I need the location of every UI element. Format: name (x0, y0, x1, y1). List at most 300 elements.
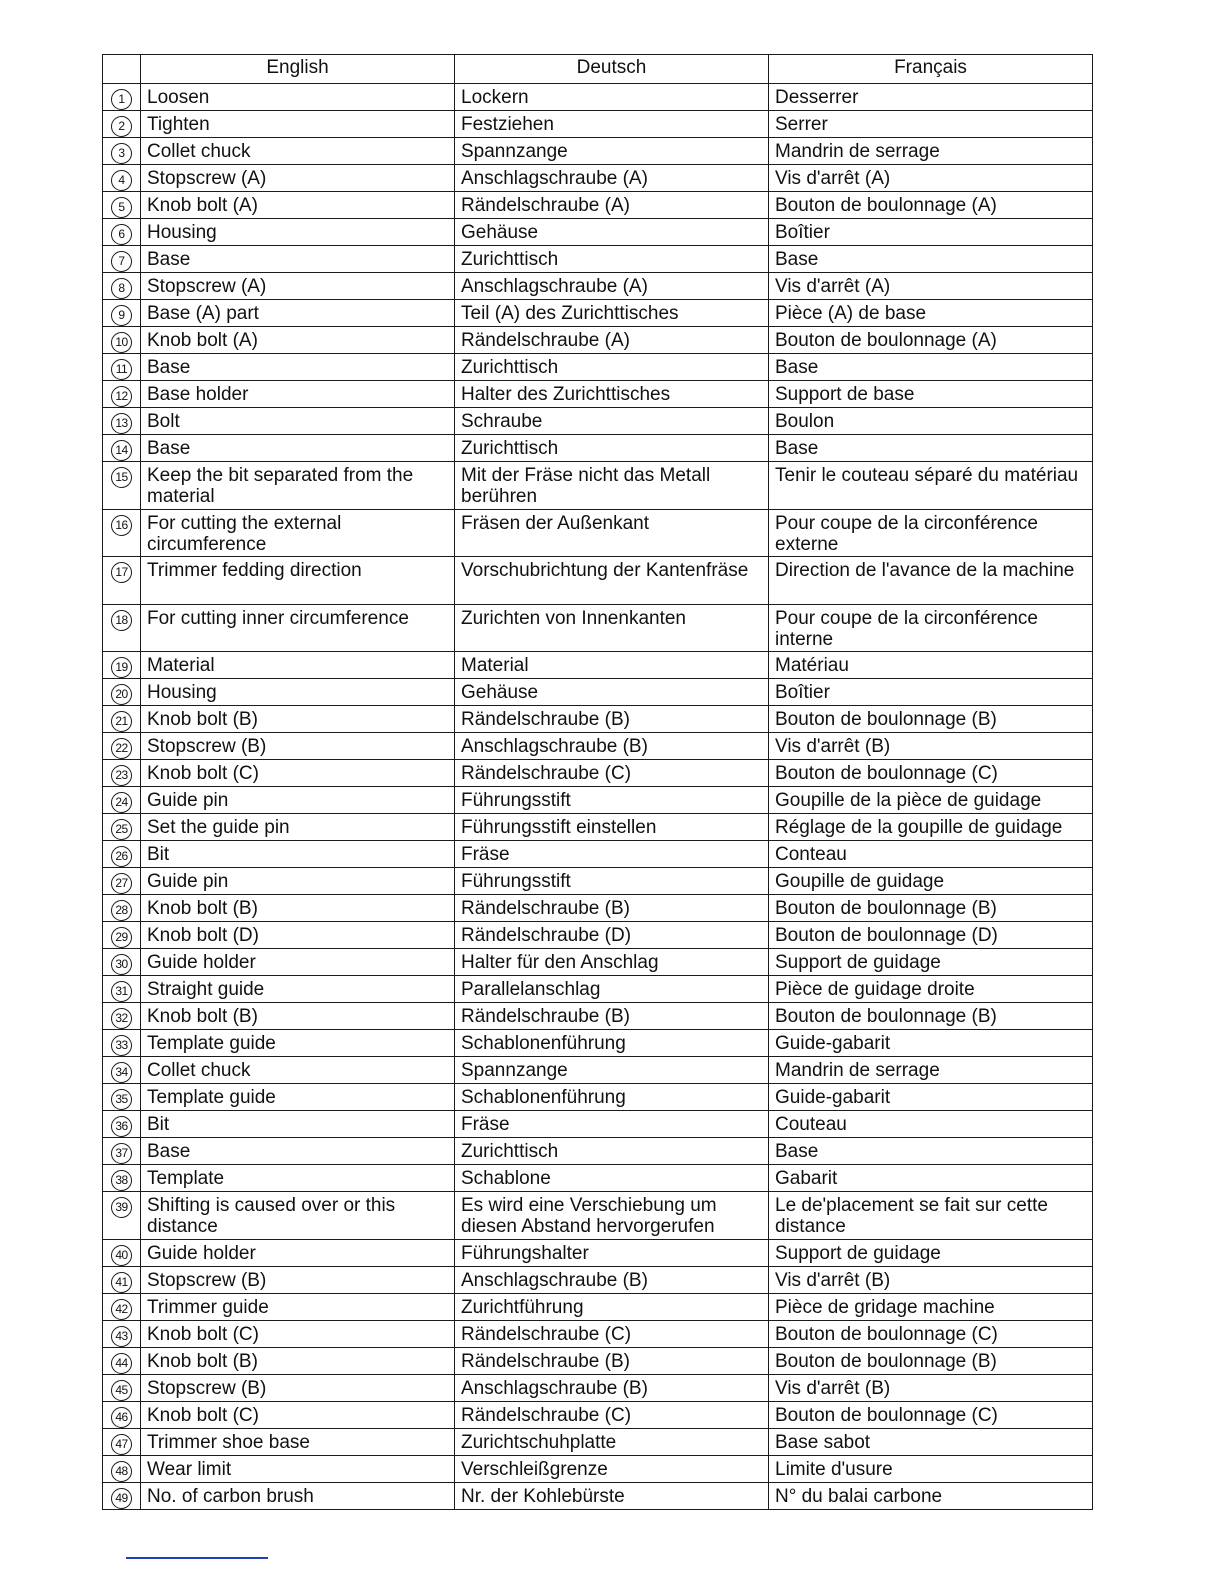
francais-term: Serrer (769, 111, 1093, 138)
english-term: Trimmer shoe base (141, 1428, 455, 1455)
francais-term: Bouton de boulonnage (B) (769, 706, 1093, 733)
item-number: 30 (111, 954, 132, 975)
item-number-cell (103, 841, 141, 868)
english-term: For cutting the external circumference (141, 509, 455, 557)
english-term: Knob bolt (C) (141, 760, 455, 787)
deutsch-term: Es wird eine Verschiebung um diesen Abstand hervorgerufen (455, 1192, 769, 1240)
english-term: Bit (141, 1111, 455, 1138)
francais-term: Pièce de gridage machine (769, 1293, 1093, 1320)
english-term: Knob bolt (B) (141, 1003, 455, 1030)
table-row (103, 1482, 1093, 1509)
english-term: Housing (141, 219, 455, 246)
item-number: 6 (111, 224, 132, 245)
item-number-cell (103, 868, 141, 895)
francais-term: Support de guidage (769, 1239, 1093, 1266)
francais-term: Tenir le couteau séparé du matériau (769, 462, 1093, 510)
deutsch-term: Rändelschraube (C) (455, 760, 769, 787)
francais-term: Mandrin de serrage (769, 138, 1093, 165)
table-row (103, 408, 1093, 435)
francais-term: Goupille de la pièce de guidage (769, 787, 1093, 814)
deutsch-term: Verschleißgrenze (455, 1455, 769, 1482)
table-row (103, 841, 1093, 868)
item-number: 18 (111, 610, 132, 631)
francais-term: Direction de l'avance de la machine (769, 557, 1093, 605)
deutsch-term: Führungsstift (455, 787, 769, 814)
item-number-cell (103, 787, 141, 814)
item-number-cell (103, 192, 141, 219)
item-number: 14 (111, 440, 132, 461)
english-term: Bit (141, 841, 455, 868)
table-row (103, 509, 1093, 557)
item-number-cell (103, 1057, 141, 1084)
table-row (103, 1293, 1093, 1320)
deutsch-term: Halter für den Anschlag (455, 949, 769, 976)
francais-term: Vis d'arrêt (B) (769, 733, 1093, 760)
item-number: 48 (111, 1461, 132, 1482)
table-row (103, 1455, 1093, 1482)
item-number: 26 (111, 846, 132, 867)
item-number: 4 (111, 170, 132, 191)
english-term: Stopscrew (B) (141, 1374, 455, 1401)
item-number-cell (103, 1374, 141, 1401)
francais-term: Vis d'arrêt (B) (769, 1266, 1093, 1293)
table-row (103, 604, 1093, 652)
item-number-cell (103, 273, 141, 300)
english-term: Material (141, 652, 455, 679)
item-number-cell (103, 1293, 141, 1320)
item-number: 7 (111, 251, 132, 272)
item-number: 43 (111, 1326, 132, 1347)
item-number: 31 (111, 981, 132, 1002)
item-number: 8 (111, 278, 132, 299)
item-number: 38 (111, 1170, 132, 1191)
english-term: Stopscrew (B) (141, 733, 455, 760)
table-row (103, 1111, 1093, 1138)
item-number-cell (103, 246, 141, 273)
english-term: Loosen (141, 84, 455, 111)
header-number (103, 55, 141, 84)
table-row (103, 435, 1093, 462)
english-term: Tighten (141, 111, 455, 138)
francais-term: Guide-gabarit (769, 1084, 1093, 1111)
table-row (103, 381, 1093, 408)
francais-term: Réglage de la goupille de guidage (769, 814, 1093, 841)
english-term: Base (141, 435, 455, 462)
item-number-cell (103, 557, 141, 605)
item-number: 46 (111, 1407, 132, 1428)
item-number: 3 (111, 143, 132, 164)
english-term: Template guide (141, 1030, 455, 1057)
item-number-cell (103, 1320, 141, 1347)
francais-term: Desserrer (769, 84, 1093, 111)
deutsch-term: Nr. der Kohlebürste (455, 1482, 769, 1509)
table-row (103, 1347, 1093, 1374)
deutsch-term: Vorschubrichtung der Kantenfräse (455, 557, 769, 605)
table-row (103, 1374, 1093, 1401)
item-number-cell (103, 604, 141, 652)
deutsch-term: Anschlagschraube (A) (455, 273, 769, 300)
item-number-cell (103, 84, 141, 111)
english-term: Stopscrew (B) (141, 1266, 455, 1293)
table-row (103, 192, 1093, 219)
english-term: Base (141, 246, 455, 273)
item-number-cell (103, 1401, 141, 1428)
item-number-cell (103, 760, 141, 787)
item-number-cell (103, 976, 141, 1003)
table-row (103, 246, 1093, 273)
deutsch-term: Fräse (455, 1111, 769, 1138)
table-row (103, 976, 1093, 1003)
table-row (103, 462, 1093, 510)
english-term: Guide holder (141, 949, 455, 976)
item-number-cell (103, 652, 141, 679)
deutsch-term: Rändelschraube (B) (455, 1347, 769, 1374)
table-row (103, 1030, 1093, 1057)
item-number: 12 (111, 386, 132, 407)
english-term: Housing (141, 679, 455, 706)
deutsch-term: Rändelschraube (B) (455, 706, 769, 733)
item-number: 36 (111, 1116, 132, 1137)
item-number: 11 (111, 359, 132, 380)
header-deutsch: Deutsch (455, 55, 769, 84)
item-number-cell (103, 1455, 141, 1482)
table-row (103, 760, 1093, 787)
item-number-cell (103, 219, 141, 246)
item-number: 33 (111, 1035, 132, 1056)
item-number-cell (103, 408, 141, 435)
item-number-cell (103, 435, 141, 462)
deutsch-term: Anschlagschraube (A) (455, 165, 769, 192)
deutsch-term: Schablonenführung (455, 1030, 769, 1057)
deutsch-term: Gehäuse (455, 219, 769, 246)
item-number: 27 (111, 873, 132, 894)
francais-term: Base (769, 1138, 1093, 1165)
item-number-cell (103, 300, 141, 327)
item-number: 17 (111, 562, 132, 583)
francais-term: Bouton de boulonnage (C) (769, 1320, 1093, 1347)
table-row (103, 1057, 1093, 1084)
francais-term: Bouton de boulonnage (B) (769, 1003, 1093, 1030)
francais-term: Support de base (769, 381, 1093, 408)
english-term: Base (141, 354, 455, 381)
english-term: Knob bolt (A) (141, 327, 455, 354)
deutsch-term: Zurichttisch (455, 246, 769, 273)
english-term: Straight guide (141, 976, 455, 1003)
item-number-cell (103, 509, 141, 557)
table-row (103, 733, 1093, 760)
table-row (103, 1138, 1093, 1165)
francais-term: Bouton de boulonnage (B) (769, 895, 1093, 922)
deutsch-term: Anschlagschraube (B) (455, 1266, 769, 1293)
table-row (103, 84, 1093, 111)
english-term: Collet chuck (141, 138, 455, 165)
item-number-cell (103, 922, 141, 949)
deutsch-term: Halter des Zurichttisches (455, 381, 769, 408)
item-number: 29 (111, 927, 132, 948)
footer-rule (126, 1557, 268, 1559)
table-row (103, 1266, 1093, 1293)
deutsch-term: Rändelschraube (A) (455, 327, 769, 354)
deutsch-term: Rändelschraube (B) (455, 1003, 769, 1030)
item-number-cell (103, 895, 141, 922)
item-number: 25 (111, 819, 132, 840)
deutsch-term: Schablonenführung (455, 1084, 769, 1111)
deutsch-term: Zurichttisch (455, 435, 769, 462)
francais-term: Base (769, 246, 1093, 273)
francais-term: Couteau (769, 1111, 1093, 1138)
item-number-cell (103, 111, 141, 138)
item-number-cell (103, 1239, 141, 1266)
table-row (103, 868, 1093, 895)
english-term: Knob bolt (B) (141, 895, 455, 922)
parts-glossary-table (102, 54, 1093, 1510)
english-term: Guide pin (141, 787, 455, 814)
item-number-cell (103, 1003, 141, 1030)
francais-term: Bouton de boulonnage (A) (769, 327, 1093, 354)
english-term: Template (141, 1165, 455, 1192)
item-number: 41 (111, 1272, 132, 1293)
item-number-cell (103, 1482, 141, 1509)
table-row (103, 1401, 1093, 1428)
item-number: 10 (111, 332, 132, 353)
item-number: 1 (111, 89, 132, 110)
francais-term: Base (769, 354, 1093, 381)
deutsch-term: Schraube (455, 408, 769, 435)
francais-term: Goupille de guidage (769, 868, 1093, 895)
table-row (103, 354, 1093, 381)
item-number-cell (103, 679, 141, 706)
item-number: 24 (111, 792, 132, 813)
english-term: Trimmer guide (141, 1293, 455, 1320)
table-row (103, 1428, 1093, 1455)
francais-term: Pièce de guidage droite (769, 976, 1093, 1003)
english-term: Trimmer fedding direction (141, 557, 455, 605)
table-row (103, 111, 1093, 138)
table-row (103, 1192, 1093, 1240)
table-row (103, 949, 1093, 976)
francais-term: Le de'placement se fait sur cette distance (769, 1192, 1093, 1240)
deutsch-term: Material (455, 652, 769, 679)
deutsch-term: Führungshalter (455, 1239, 769, 1266)
deutsch-term: Gehäuse (455, 679, 769, 706)
item-number: 32 (111, 1008, 132, 1029)
item-number-cell (103, 1030, 141, 1057)
item-number-cell (103, 138, 141, 165)
glossary-body (103, 84, 1093, 1510)
francais-term: Base sabot (769, 1428, 1093, 1455)
english-term: Knob bolt (C) (141, 1401, 455, 1428)
item-number-cell (103, 354, 141, 381)
item-number: 5 (111, 197, 132, 218)
english-term: Knob bolt (A) (141, 192, 455, 219)
item-number: 15 (111, 467, 132, 488)
deutsch-term: Führungsstift (455, 868, 769, 895)
english-term: Guide pin (141, 868, 455, 895)
item-number: 23 (111, 765, 132, 786)
item-number: 20 (111, 684, 132, 705)
item-number-cell (103, 1111, 141, 1138)
table-row (103, 557, 1093, 605)
item-number-cell (103, 1084, 141, 1111)
deutsch-term: Fräsen der Außenkant (455, 509, 769, 557)
item-number-cell (103, 1347, 141, 1374)
table-row (103, 1003, 1093, 1030)
english-term: Collet chuck (141, 1057, 455, 1084)
francais-term: Gabarit (769, 1165, 1093, 1192)
item-number-cell (103, 949, 141, 976)
item-number-cell (103, 381, 141, 408)
table-row (103, 895, 1093, 922)
deutsch-term: Rändelschraube (C) (455, 1320, 769, 1347)
francais-term: Vis d'arrêt (A) (769, 273, 1093, 300)
english-term: Base (141, 1138, 455, 1165)
english-term: Template guide (141, 1084, 455, 1111)
item-number: 44 (111, 1353, 132, 1374)
item-number: 42 (111, 1299, 132, 1320)
english-term: Knob bolt (D) (141, 922, 455, 949)
item-number: 2 (111, 116, 132, 137)
item-number-cell (103, 1266, 141, 1293)
table-row (103, 814, 1093, 841)
item-number-cell (103, 733, 141, 760)
deutsch-term: Schablone (455, 1165, 769, 1192)
item-number-cell (103, 1138, 141, 1165)
english-term: Stopscrew (A) (141, 273, 455, 300)
deutsch-term: Führungsstift einstellen (455, 814, 769, 841)
deutsch-term: Spannzange (455, 1057, 769, 1084)
deutsch-term: Rändelschraube (C) (455, 1401, 769, 1428)
table-row (103, 652, 1093, 679)
item-number-cell (103, 165, 141, 192)
francais-term: Pour coupe de la circonférence externe (769, 509, 1093, 557)
table-row (103, 165, 1093, 192)
deutsch-term: Anschlagschraube (B) (455, 1374, 769, 1401)
item-number-cell (103, 1192, 141, 1240)
francais-term: Vis d'arrêt (A) (769, 165, 1093, 192)
english-term: Stopscrew (A) (141, 165, 455, 192)
english-term: Shifting is caused over or this distance (141, 1192, 455, 1240)
english-term: Knob bolt (C) (141, 1320, 455, 1347)
table-row (103, 219, 1093, 246)
item-number: 47 (111, 1434, 132, 1455)
english-term: Base (A) part (141, 300, 455, 327)
item-number-cell (103, 706, 141, 733)
francais-term: N° du balai carbone (769, 1482, 1093, 1509)
deutsch-term: Anschlagschraube (B) (455, 733, 769, 760)
francais-term: Bouton de boulonnage (C) (769, 760, 1093, 787)
francais-term: Pour coupe de la circonférence interne (769, 604, 1093, 652)
item-number: 21 (111, 711, 132, 732)
table-row (103, 1165, 1093, 1192)
item-number: 34 (111, 1062, 132, 1083)
table-row (103, 273, 1093, 300)
item-number-cell (103, 1165, 141, 1192)
item-number: 28 (111, 900, 132, 921)
deutsch-term: Lockern (455, 84, 769, 111)
table-row (103, 1239, 1093, 1266)
header-english: English (141, 55, 455, 84)
francais-term: Vis d'arrêt (B) (769, 1374, 1093, 1401)
table-row (103, 706, 1093, 733)
english-term: Knob bolt (B) (141, 1347, 455, 1374)
item-number: 35 (111, 1089, 132, 1110)
item-number: 40 (111, 1245, 132, 1266)
item-number: 39 (111, 1197, 132, 1218)
deutsch-term: Zurichtführung (455, 1293, 769, 1320)
deutsch-term: Zurichtschuhplatte (455, 1428, 769, 1455)
deutsch-term: Fräse (455, 841, 769, 868)
francais-term: Base (769, 435, 1093, 462)
item-number: 9 (111, 305, 132, 326)
francais-term: Bouton de boulonnage (D) (769, 922, 1093, 949)
deutsch-term: Zurichten von Innenkanten (455, 604, 769, 652)
table-row (103, 1320, 1093, 1347)
english-term: Base holder (141, 381, 455, 408)
item-number-cell (103, 1428, 141, 1455)
item-number-cell (103, 814, 141, 841)
francais-term: Boulon (769, 408, 1093, 435)
deutsch-term: Spannzange (455, 138, 769, 165)
english-term: Wear limit (141, 1455, 455, 1482)
deutsch-term: Rändelschraube (A) (455, 192, 769, 219)
table-row (103, 679, 1093, 706)
francais-term: Support de guidage (769, 949, 1093, 976)
francais-term: Mandrin de serrage (769, 1057, 1093, 1084)
item-number: 19 (111, 657, 132, 678)
deutsch-term: Festziehen (455, 111, 769, 138)
english-term: Guide holder (141, 1239, 455, 1266)
english-term: Bolt (141, 408, 455, 435)
english-term: For cutting inner circumference (141, 604, 455, 652)
francais-term: Boîtier (769, 219, 1093, 246)
table-row (103, 787, 1093, 814)
item-number: 22 (111, 738, 132, 759)
francais-term: Pièce (A) de base (769, 300, 1093, 327)
francais-term: Guide-gabarit (769, 1030, 1093, 1057)
francais-term: Limite d'usure (769, 1455, 1093, 1482)
header-row (103, 55, 1093, 84)
francais-term: Boîtier (769, 679, 1093, 706)
english-term: No. of carbon brush (141, 1482, 455, 1509)
deutsch-term: Zurichttisch (455, 354, 769, 381)
item-number: 16 (111, 515, 132, 536)
item-number: 13 (111, 413, 132, 434)
table-row (103, 922, 1093, 949)
item-number: 45 (111, 1380, 132, 1401)
deutsch-term: Teil (A) des Zurichttisches (455, 300, 769, 327)
deutsch-term: Rändelschraube (D) (455, 922, 769, 949)
table-row (103, 300, 1093, 327)
francais-term: Bouton de boulonnage (C) (769, 1401, 1093, 1428)
item-number-cell (103, 327, 141, 354)
deutsch-term: Zurichttisch (455, 1138, 769, 1165)
header-francais: Français (769, 55, 1093, 84)
english-term: Knob bolt (B) (141, 706, 455, 733)
table-row (103, 327, 1093, 354)
item-number: 37 (111, 1143, 132, 1164)
english-term: Set the guide pin (141, 814, 455, 841)
item-number: 49 (111, 1488, 132, 1509)
item-number-cell (103, 462, 141, 510)
deutsch-term: Rändelschraube (B) (455, 895, 769, 922)
francais-term: Bouton de boulonnage (A) (769, 192, 1093, 219)
francais-term: Matériau (769, 652, 1093, 679)
table-row (103, 1084, 1093, 1111)
francais-term: Conteau (769, 841, 1093, 868)
deutsch-term: Parallelanschlag (455, 976, 769, 1003)
deutsch-term: Mit der Fräse nicht das Metall berühren (455, 462, 769, 510)
table-row (103, 138, 1093, 165)
